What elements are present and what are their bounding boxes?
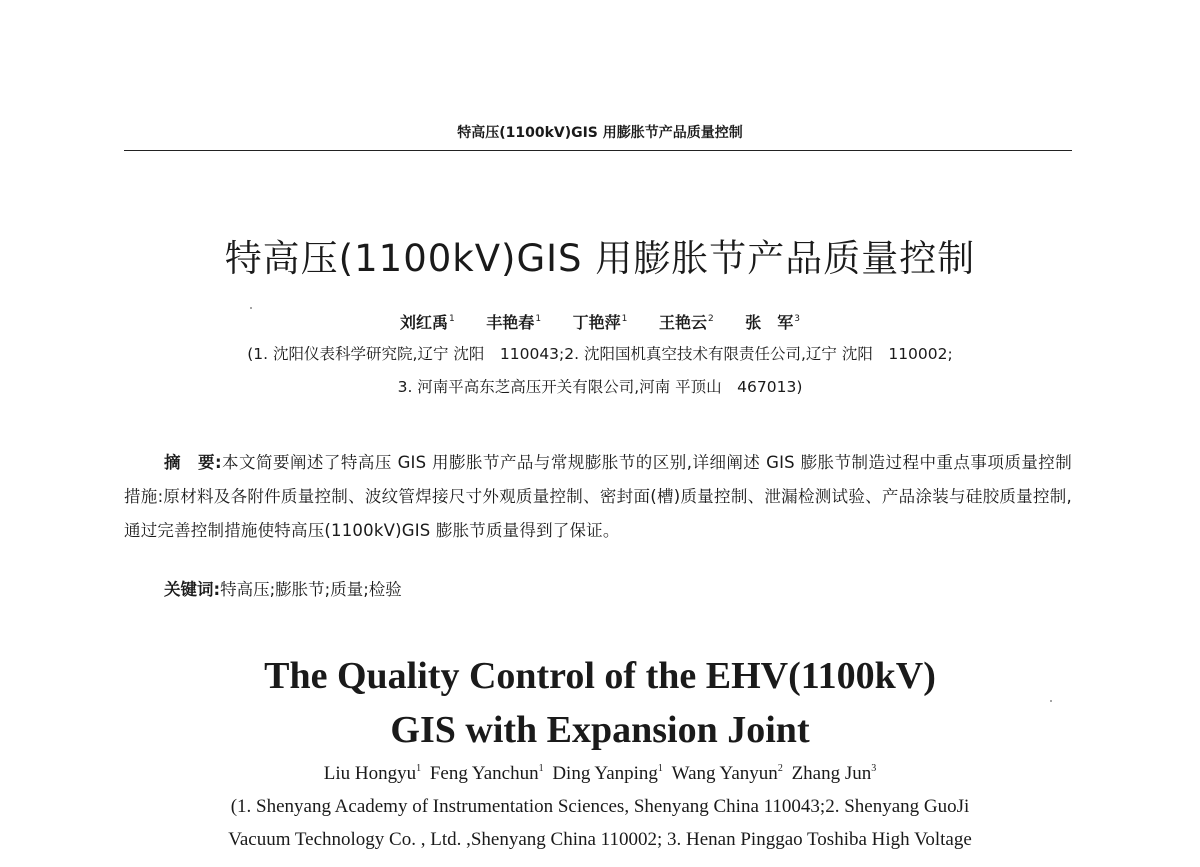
author-cn: 刘红禹$^1$ xyxy=(399,313,455,332)
scan-speck xyxy=(250,307,252,309)
abstract-cn xyxy=(124,446,1072,548)
author-cn: 丰艳春$^1$ xyxy=(486,313,542,332)
author-en: Ding Yanping$^1$ xyxy=(552,763,663,784)
author-cn: 张 军$^3$ xyxy=(745,313,801,332)
affiliation-cn-line-2: 3. 河南平高东芝高压开关有限公司,河南 平顶山 467013) xyxy=(397,378,803,396)
running-head: 特高压(1100kV)GIS 用膨胀节产品质量控制 xyxy=(457,125,743,141)
author-en: Wang Yanyun$^2$ xyxy=(671,763,783,784)
keywords-text: 特高压;膨胀节;质量;检验 xyxy=(220,580,402,599)
author-en: Feng Yanchun$^1$ xyxy=(429,763,544,784)
authors-en xyxy=(0,763,1200,785)
author-en: Liu Hongyu$^1$ xyxy=(323,763,422,784)
title-cn: 特高压(1100kV)GIS 用膨胀节产品质量控制 xyxy=(224,237,976,280)
title-en-line-1: The Quality Control of the EHV(1100kV) xyxy=(264,655,936,697)
authors-cn xyxy=(0,310,1200,333)
abstract-text: 本文简要阐述了特高压 GIS 用膨胀节产品与常规膨胀节的区别,详细阐述 GIS 膨胀节制造过程中重点事项质量控制措施:原材料及各附件质量控制、波纹管焊接尺寸外观质量控制、密封面(槽)质量控制、泄漏检测试验、产品涂装与硅胶质量控制,通过完善控制措施使特高压(1100kV)GIS 膨胀节质量得到了保证。 xyxy=(124,453,1072,540)
keywords-label: 关键词: xyxy=(164,580,221,599)
author-cn: 王艳云$^2$ xyxy=(658,313,714,332)
keywords-cn xyxy=(164,576,402,600)
affiliation-en-line-2: Vacuum Technology Co. , Ltd. ,Shenyang China 110002; 3. Henan Pinggao Toshiba High Voltage xyxy=(228,829,972,850)
abstract-label: 摘 要: xyxy=(164,453,222,472)
affiliation-en-line-1: (1. Shenyang Academy of Instrumentation Sciences, Shenyang China 110043;2. Shenyang GuoJi xyxy=(230,796,970,817)
title-en-line-2: GIS with Expansion Joint xyxy=(390,709,810,751)
author-en: Zhang Jun$^3$ xyxy=(791,763,877,784)
author-cn: 丁艳萍$^1$ xyxy=(572,313,628,332)
scan-speck xyxy=(1050,700,1052,702)
header-rule xyxy=(124,150,1072,151)
affiliation-cn-line-1: (1. 沈阳仪表科学研究院,辽宁 沈阳 110043;2. 沈阳国机真空技术有限责任公司,辽宁 沈阳 110002; xyxy=(247,345,953,363)
